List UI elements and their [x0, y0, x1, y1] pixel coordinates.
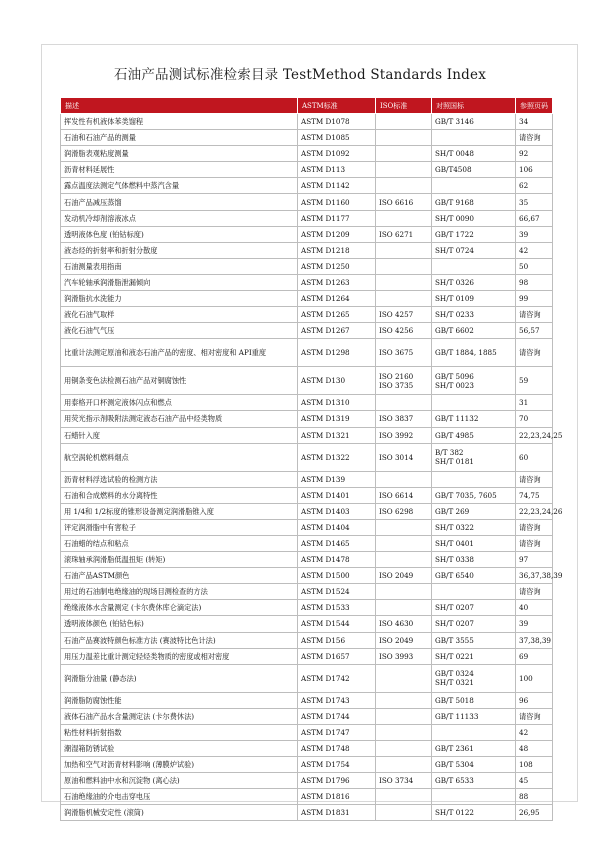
cell-iso: ISO 6614 [376, 487, 432, 503]
cell-iso: ISO 3675 [376, 339, 432, 367]
cell-page: 60 [516, 443, 553, 471]
table-row [61, 552, 553, 568]
cell-iso [376, 708, 432, 724]
cell-description: 液化石油气取样 [61, 307, 298, 323]
cell-iso: ISO 4630 [376, 616, 432, 632]
cell-astm: ASTM D1264 [298, 291, 376, 307]
cell-iso [376, 258, 432, 274]
cell-page: 35 [516, 194, 553, 210]
table-row [61, 114, 553, 130]
cell-iso: ISO 4256 [376, 323, 432, 339]
table-row [61, 487, 553, 503]
cell-description: 用泰格开口杯测定液体闪点和燃点 [61, 395, 298, 411]
table-row [61, 178, 553, 194]
cell-gb: GB/T 0324 SH/T 0321 [432, 664, 516, 692]
table-row [61, 600, 553, 616]
cell-gb: GB/T 1884, 1885 [432, 339, 516, 367]
cell-page: 22,23,24,25 [516, 427, 553, 443]
cell-astm: ASTM D1319 [298, 411, 376, 427]
cell-astm: ASTM D1085 [298, 130, 376, 146]
cell-iso [376, 395, 432, 411]
cell-iso: ISO 2160 ISO 3735 [376, 367, 432, 395]
cell-description: 透明液体色度 (铂钴标度) [61, 226, 298, 242]
cell-astm: ASTM D1218 [298, 242, 376, 258]
cell-iso [376, 535, 432, 551]
cell-gb: GB/T 5018 [432, 692, 516, 708]
cell-gb [432, 130, 516, 146]
cell-gb: GB/T 5304 [432, 757, 516, 773]
cell-astm: ASTM D1321 [298, 427, 376, 443]
cell-gb: GB/T 11133 [432, 708, 516, 724]
header-astm: ASTM标准 [298, 98, 376, 114]
cell-description: 潮湿箱防锈试验 [61, 741, 298, 757]
cell-description: 用过的石油制电绝缘油的现场目测检查的方法 [61, 584, 298, 600]
cell-page: 45 [516, 773, 553, 789]
cell-iso: ISO 3993 [376, 648, 432, 664]
cell-description: 石油产品减压蒸馏 [61, 194, 298, 210]
cell-gb: GB/T 6540 [432, 568, 516, 584]
cell-page: 88 [516, 789, 553, 805]
cell-description: 用荧光指示剂吸附法测定液态石油产品中烃类物质 [61, 411, 298, 427]
cell-page: 96 [516, 692, 553, 708]
cell-page: 56,57 [516, 323, 553, 339]
cell-gb: SH/T 0221 [432, 648, 516, 664]
table-row [61, 210, 553, 226]
cell-description: 石油和石油产品的测量 [61, 130, 298, 146]
cell-page: 39 [516, 226, 553, 242]
cell-page: 请咨询 [516, 339, 553, 367]
cell-astm: ASTM D1500 [298, 568, 376, 584]
table-row [61, 664, 553, 692]
cell-astm: ASTM D1748 [298, 741, 376, 757]
cell-gb: GB/T 11132 [432, 411, 516, 427]
cell-astm: ASTM D1465 [298, 535, 376, 551]
cell-astm: ASTM D1754 [298, 757, 376, 773]
cell-gb: SH/T 0322 [432, 519, 516, 535]
cell-page: 请咨询 [516, 130, 553, 146]
cell-gb: SH/T 0338 [432, 552, 516, 568]
cell-description: 液态烃的折射率和折射分散度 [61, 242, 298, 258]
header-description: 描述 [61, 98, 298, 114]
cell-description: 液化石油气气压 [61, 323, 298, 339]
cell-gb [432, 471, 516, 487]
cell-astm: ASTM D1747 [298, 724, 376, 740]
cell-gb: GB/T 3146 [432, 114, 516, 130]
header-iso: ISO标准 [376, 98, 432, 114]
cell-iso: ISO 3837 [376, 411, 432, 427]
cell-astm: ASTM D139 [298, 471, 376, 487]
cell-iso [376, 692, 432, 708]
cell-page: 42 [516, 242, 553, 258]
table-row [61, 291, 553, 307]
cell-astm: ASTM D1160 [298, 194, 376, 210]
table-row [61, 519, 553, 535]
cell-iso [376, 114, 432, 130]
cell-gb: SH/T 0207 [432, 600, 516, 616]
cell-page: 92 [516, 146, 553, 162]
cell-description: 透明液体颜色 (铂钴色标) [61, 616, 298, 632]
table-row [61, 395, 553, 411]
cell-description: 挥发性有机液体苯类馏程 [61, 114, 298, 130]
standards-index-table [60, 97, 563, 821]
cell-gb: GB/T 6602 [432, 323, 516, 339]
cell-gb: SH/T 0207 [432, 616, 516, 632]
cell-description: 石油测量表用指南 [61, 258, 298, 274]
cell-description: 绝缘液体水含量测定 (卡尔费休库仑滴定法) [61, 600, 298, 616]
cell-page: 62 [516, 178, 553, 194]
cell-astm: ASTM D1403 [298, 503, 376, 519]
cell-astm: ASTM D1478 [298, 552, 376, 568]
table-row [61, 724, 553, 740]
cell-iso [376, 584, 432, 600]
cell-gb: GB/T 4985 [432, 427, 516, 443]
table-row [61, 226, 553, 242]
cell-page: 59 [516, 367, 553, 395]
cell-description: 润滑脂分油量 (静态法) [61, 664, 298, 692]
cell-page: 70 [516, 411, 553, 427]
cell-description: 石油绝缘油的介电击穿电压 [61, 789, 298, 805]
cell-gb: SH/T 0048 [432, 146, 516, 162]
table-row [61, 242, 553, 258]
table-row [61, 307, 553, 323]
table-row [61, 805, 553, 821]
cell-page: 99 [516, 291, 553, 307]
cell-astm: ASTM D1265 [298, 307, 376, 323]
cell-description: 润滑脂表观粘度测量 [61, 146, 298, 162]
cell-page: 37,38,39 [516, 632, 553, 648]
cell-description: 露点温度法测定气体燃料中蒸汽含量 [61, 178, 298, 194]
cell-gb [432, 395, 516, 411]
cell-astm: ASTM D1657 [298, 648, 376, 664]
cell-gb: SH/T 0109 [432, 291, 516, 307]
cell-description: 石油和合成燃料的水分离特性 [61, 487, 298, 503]
table-row [61, 584, 553, 600]
cell-description: 石蜡针入度 [61, 427, 298, 443]
cell-description: 发动机冷却剂溶液冰点 [61, 210, 298, 226]
cell-description: 比重计法测定原油和液态石油产品的密度、相对密度和 API重度 [61, 339, 298, 367]
table-row [61, 632, 553, 648]
cell-page: 39 [516, 616, 553, 632]
cell-gb: GB/T 9168 [432, 194, 516, 210]
table-row [61, 162, 553, 178]
cell-gb: SH/T 0401 [432, 535, 516, 551]
cell-astm: ASTM D1322 [298, 443, 376, 471]
table-row [61, 323, 553, 339]
table-row [61, 568, 553, 584]
cell-astm: ASTM D1744 [298, 708, 376, 724]
cell-description: 用压力温差比重计测定轻烃类物质的密度或相对密度 [61, 648, 298, 664]
table-row [61, 741, 553, 757]
table-row [61, 130, 553, 146]
cell-iso [376, 552, 432, 568]
cell-page: 108 [516, 757, 553, 773]
cell-description: 石油产品赛波特颜色标准方法 (赛波特比色计法) [61, 632, 298, 648]
cell-astm: ASTM D113 [298, 162, 376, 178]
cell-description: 粘性材料折射指数 [61, 724, 298, 740]
table-row [61, 789, 553, 805]
cell-page: 69 [516, 648, 553, 664]
cell-iso [376, 724, 432, 740]
cell-iso: ISO 2049 [376, 632, 432, 648]
table-row [61, 411, 553, 427]
cell-astm: ASTM D130 [298, 367, 376, 395]
table-row [61, 146, 553, 162]
cell-iso [376, 519, 432, 535]
cell-astm: ASTM D1544 [298, 616, 376, 632]
table-row [61, 258, 553, 274]
cell-iso: ISO 3734 [376, 773, 432, 789]
cell-description: 原油和燃料油中水和沉淀物 (离心法) [61, 773, 298, 789]
cell-iso [376, 741, 432, 757]
cell-astm: ASTM D1831 [298, 805, 376, 821]
cell-description: 用 1/4和 1/2标度的锥形设备测定润滑脂锥入度 [61, 503, 298, 519]
cell-description: 润滑脂防腐蚀性能 [61, 692, 298, 708]
table-row [61, 616, 553, 632]
cell-astm: ASTM D1533 [298, 600, 376, 616]
table-row [61, 503, 553, 519]
table-row [61, 427, 553, 443]
cell-gb [432, 724, 516, 740]
cell-astm: ASTM D1310 [298, 395, 376, 411]
cell-gb: GB/T 3555 [432, 632, 516, 648]
cell-gb: GB/T4508 [432, 162, 516, 178]
cell-iso [376, 789, 432, 805]
cell-astm: ASTM D1267 [298, 323, 376, 339]
cell-gb: SH/T 0122 [432, 805, 516, 821]
cell-description: 液体石油产品水含量测定法 (卡尔费休法) [61, 708, 298, 724]
cell-gb: SH/T 0090 [432, 210, 516, 226]
cell-gb: GB/T 269 [432, 503, 516, 519]
cell-page: 请咨询 [516, 535, 553, 551]
table-row [61, 274, 553, 290]
cell-description: 润滑脂抗水洗能力 [61, 291, 298, 307]
cell-gb: B/T 382 SH/T 0181 [432, 443, 516, 471]
cell-iso [376, 274, 432, 290]
cell-iso: ISO 6616 [376, 194, 432, 210]
cell-page: 36,37,38,39 [516, 568, 553, 584]
cell-gb: GB/T 2361 [432, 741, 516, 757]
cell-page: 22,23,24,26 [516, 503, 553, 519]
cell-page: 40 [516, 600, 553, 616]
table-row [61, 367, 553, 395]
page-title: 石油产品测试标准检索目录 TestMethod Standards Index [113, 67, 487, 83]
table-row [61, 708, 553, 724]
cell-page: 请咨询 [516, 584, 553, 600]
cell-iso: ISO 2049 [376, 568, 432, 584]
cell-astm: ASTM D1078 [298, 114, 376, 130]
cell-page: 106 [516, 162, 553, 178]
table-row [61, 692, 553, 708]
cell-gb: GB/T 6533 [432, 773, 516, 789]
cell-iso: ISO 3014 [376, 443, 432, 471]
cell-astm: ASTM D1743 [298, 692, 376, 708]
cell-page: 请咨询 [516, 471, 553, 487]
cell-description: 用铜条变色法检测石油产品对铜腐蚀性 [61, 367, 298, 395]
cell-gb [432, 258, 516, 274]
cell-page: 66,67 [516, 210, 553, 226]
cell-page: 请咨询 [516, 307, 553, 323]
cell-astm: ASTM D1298 [298, 339, 376, 367]
table-row [61, 194, 553, 210]
cell-page: 98 [516, 274, 553, 290]
cell-description: 评定润滑脂中有害粒子 [61, 519, 298, 535]
cell-astm: ASTM D1092 [298, 146, 376, 162]
cell-iso [376, 146, 432, 162]
cell-astm: ASTM D156 [298, 632, 376, 648]
cell-description: 汽车轮轴承润滑脂泄漏倾向 [61, 274, 298, 290]
cell-iso [376, 757, 432, 773]
table-row [61, 471, 553, 487]
cell-page: 请咨询 [516, 519, 553, 535]
cell-iso: ISO 6271 [376, 226, 432, 242]
cell-gb: SH/T 0724 [432, 242, 516, 258]
cell-description: 滚珠轴承润滑脂低温扭矩 (转矩) [61, 552, 298, 568]
cell-page: 48 [516, 741, 553, 757]
cell-gb: GB/T 1722 [432, 226, 516, 242]
cell-iso [376, 291, 432, 307]
cell-gb: GB/T 5096 SH/T 0023 [432, 367, 516, 395]
cell-page: 42 [516, 724, 553, 740]
cell-iso [376, 178, 432, 194]
cell-iso [376, 242, 432, 258]
cell-astm: ASTM D1404 [298, 519, 376, 535]
cell-description: 航空涡轮机燃料烟点 [61, 443, 298, 471]
cell-page: 31 [516, 395, 553, 411]
table-row [61, 339, 553, 367]
cell-iso [376, 664, 432, 692]
table-row [61, 648, 553, 664]
cell-gb [432, 789, 516, 805]
cell-astm: ASTM D1796 [298, 773, 376, 789]
header-page: 参照页码 [516, 98, 553, 114]
cell-page: 34 [516, 114, 553, 130]
cell-page: 100 [516, 664, 553, 692]
cell-astm: ASTM D1142 [298, 178, 376, 194]
cell-astm: ASTM D1263 [298, 274, 376, 290]
cell-description: 沥青材料浮选试验的检测方法 [61, 471, 298, 487]
cell-astm: ASTM D1742 [298, 664, 376, 692]
cell-iso [376, 600, 432, 616]
header-gb: 对照国标 [432, 98, 516, 114]
cell-astm: ASTM D1177 [298, 210, 376, 226]
cell-iso: ISO 6298 [376, 503, 432, 519]
cell-page: 74,75 [516, 487, 553, 503]
cell-page: 97 [516, 552, 553, 568]
cell-gb: GB/T 7035, 7605 [432, 487, 516, 503]
cell-iso: ISO 4257 [376, 307, 432, 323]
cell-gb: SH/T 0233 [432, 307, 516, 323]
cell-page: 请咨询 [516, 708, 553, 724]
table-header-row [61, 98, 553, 114]
table-row [61, 443, 553, 471]
cell-astm: ASTM D1401 [298, 487, 376, 503]
cell-gb: SH/T 0326 [432, 274, 516, 290]
cell-iso [376, 210, 432, 226]
cell-iso [376, 805, 432, 821]
cell-description: 润滑脂机械安定性 (滚筒) [61, 805, 298, 821]
cell-description: 石油产品ASTM颜色 [61, 568, 298, 584]
cell-iso [376, 162, 432, 178]
cell-page: 50 [516, 258, 553, 274]
table-row [61, 535, 553, 551]
cell-description: 加热和空气对沥青材料影响 (薄膜炉试验) [61, 757, 298, 773]
cell-gb [432, 584, 516, 600]
cell-description: 沥青材料延展性 [61, 162, 298, 178]
cell-astm: ASTM D1816 [298, 789, 376, 805]
cell-iso [376, 130, 432, 146]
cell-page: 26,95 [516, 805, 553, 821]
cell-iso [376, 471, 432, 487]
table-row [61, 773, 553, 789]
cell-description: 石油蜡的结点和粘点 [61, 535, 298, 551]
cell-astm: ASTM D1209 [298, 226, 376, 242]
table-row [61, 757, 553, 773]
cell-iso: ISO 3992 [376, 427, 432, 443]
cell-gb [432, 178, 516, 194]
cell-astm: ASTM D1250 [298, 258, 376, 274]
cell-astm: ASTM D1524 [298, 584, 376, 600]
